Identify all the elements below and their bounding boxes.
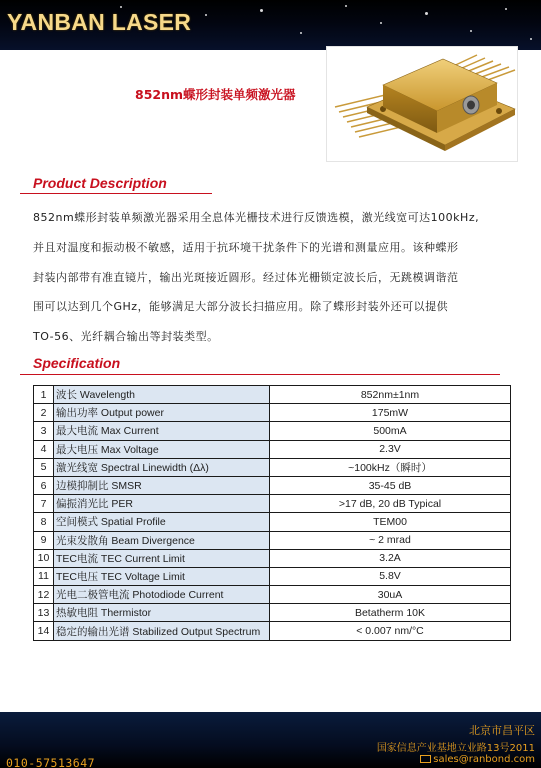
spec-value-cell: 852nm±1nm	[270, 386, 511, 404]
spec-num-cell: 5	[34, 458, 54, 476]
star-decoration	[345, 5, 347, 7]
spec-row	[34, 458, 511, 476]
spec-param-cell: TEC电流 TEC Current Limit	[54, 549, 270, 567]
spec-num-cell: 2	[34, 404, 54, 422]
spec-num-cell: 11	[34, 567, 54, 585]
spec-num-cell: 14	[34, 622, 54, 640]
spec-row	[34, 604, 511, 622]
footer-address-line2: 国家信息产业基地立业路13号2011	[376, 743, 535, 754]
spec-param-cell: TEC电压 TEC Voltage Limit	[54, 567, 270, 585]
spec-value-cell: 5.8V	[270, 567, 511, 585]
spec-num-cell: 4	[34, 440, 54, 458]
spec-row	[34, 567, 511, 585]
star-decoration	[120, 6, 122, 8]
star-decoration	[260, 9, 263, 12]
brand-logo-text: YANBAN LASER	[7, 9, 192, 35]
description-heading: Product Description	[33, 175, 167, 191]
star-decoration	[530, 38, 532, 40]
spec-value-cell: ~ 2 mrad	[270, 531, 511, 549]
description-line: TO-56、光纤耦合输出等封装类型。	[33, 330, 219, 344]
specification-heading-rule	[20, 374, 500, 375]
description-line: 852nm蝶形封装单频激光器采用全息体光栅技术进行反馈选模，激光线宽可达100kHz,	[33, 211, 480, 224]
spec-param-cell: 稳定的输出光谱 Stabilized Output Spectrum	[54, 622, 270, 640]
product-image	[326, 46, 518, 162]
spec-param-cell: 光束发散角 Beam Divergence	[54, 531, 270, 549]
spec-param-cell: 波长 Wavelength	[54, 386, 270, 404]
spec-param-cell: 边模抑制比 SMSR	[54, 476, 270, 494]
spec-row	[34, 404, 511, 422]
spec-value-cell: ~100kHz（瞬时）	[270, 458, 511, 476]
star-decoration	[380, 22, 382, 24]
description-heading-rule	[20, 193, 212, 194]
spec-num-cell: 3	[34, 422, 54, 440]
description-line: 并且对温度和振动极不敏感，适用于抗环境干扰条件下的光谱和测量应用。该种蝶形	[33, 240, 459, 254]
spec-num-cell: 6	[34, 476, 54, 494]
spec-row	[34, 531, 511, 549]
spec-num-cell: 9	[34, 531, 54, 549]
spec-num-cell: 13	[34, 604, 54, 622]
spec-value-cell: 35-45 dB	[270, 476, 511, 494]
footer-email-text[interactable]: sales@ranbond.com	[433, 754, 535, 765]
spec-row	[34, 513, 511, 531]
description-text	[33, 203, 513, 352]
spec-row	[34, 422, 511, 440]
spec-value-cell: 500mA	[270, 422, 511, 440]
description-line: 围可以达到几个GHz，能够满足大部分波长扫描应用。除了蝶形封装外还可以提供	[33, 300, 449, 314]
description-line: 封装内部带有准直镜片，输出光斑接近圆形。经过体光栅锁定波长后，无跳模调谐范	[33, 270, 459, 284]
star-decoration	[205, 14, 207, 16]
spec-param-cell: 空间模式 Spatial Profile	[54, 513, 270, 531]
butterfly-laser-illustration	[327, 47, 519, 163]
spec-row	[34, 386, 511, 404]
spec-num-cell: 1	[34, 386, 54, 404]
spec-value-cell: TEM00	[270, 513, 511, 531]
spec-value-cell: < 0.007 nm/°C	[270, 622, 511, 640]
footer-email[interactable]	[420, 754, 535, 765]
header-banner	[0, 0, 541, 50]
footer-address-line1: 北京市昌平区	[469, 724, 535, 737]
footer-phone[interactable]: 010-57513647	[6, 756, 96, 768]
spec-row	[34, 495, 511, 513]
spec-param-cell: 最大电压 Max Voltage	[54, 440, 270, 458]
specification-heading: Specification	[33, 355, 121, 371]
envelope-icon	[420, 755, 431, 763]
spec-param-cell: 光电二极管电流 Photodiode Current	[54, 586, 270, 604]
spec-value-cell: 2.3V	[270, 440, 511, 458]
spec-num-cell: 12	[34, 586, 54, 604]
spec-num-cell: 7	[34, 495, 54, 513]
spec-value-cell: 3.2A	[270, 549, 511, 567]
footer-banner	[0, 712, 541, 768]
spec-row	[34, 476, 511, 494]
spec-value-cell: >17 dB, 20 dB Typical	[270, 495, 511, 513]
spec-param-cell: 热敏电阻 Thermistor	[54, 604, 270, 622]
spec-row	[34, 586, 511, 604]
spec-param-cell: 激光线宽 Spectral Linewidth (Δλ)	[54, 458, 270, 476]
spec-num-cell: 10	[34, 549, 54, 567]
spec-row	[34, 440, 511, 458]
spec-param-cell: 最大电流 Max Current	[54, 422, 270, 440]
star-decoration	[425, 12, 428, 15]
spec-num-cell: 8	[34, 513, 54, 531]
spec-value-cell: Betatherm 10K	[270, 604, 511, 622]
star-decoration	[300, 32, 302, 34]
star-decoration	[505, 8, 507, 10]
spec-param-cell: 输出功率 Output power	[54, 404, 270, 422]
product-title: 852nm蝶形封装单频激光器	[135, 87, 296, 102]
star-decoration	[470, 30, 472, 32]
spec-value-cell: 30uA	[270, 586, 511, 604]
spec-param-cell: 偏振消光比 PER	[54, 495, 270, 513]
spec-row	[34, 549, 511, 567]
spec-row	[34, 622, 511, 640]
specification-table	[33, 385, 511, 641]
spec-value-cell: 175mW	[270, 404, 511, 422]
